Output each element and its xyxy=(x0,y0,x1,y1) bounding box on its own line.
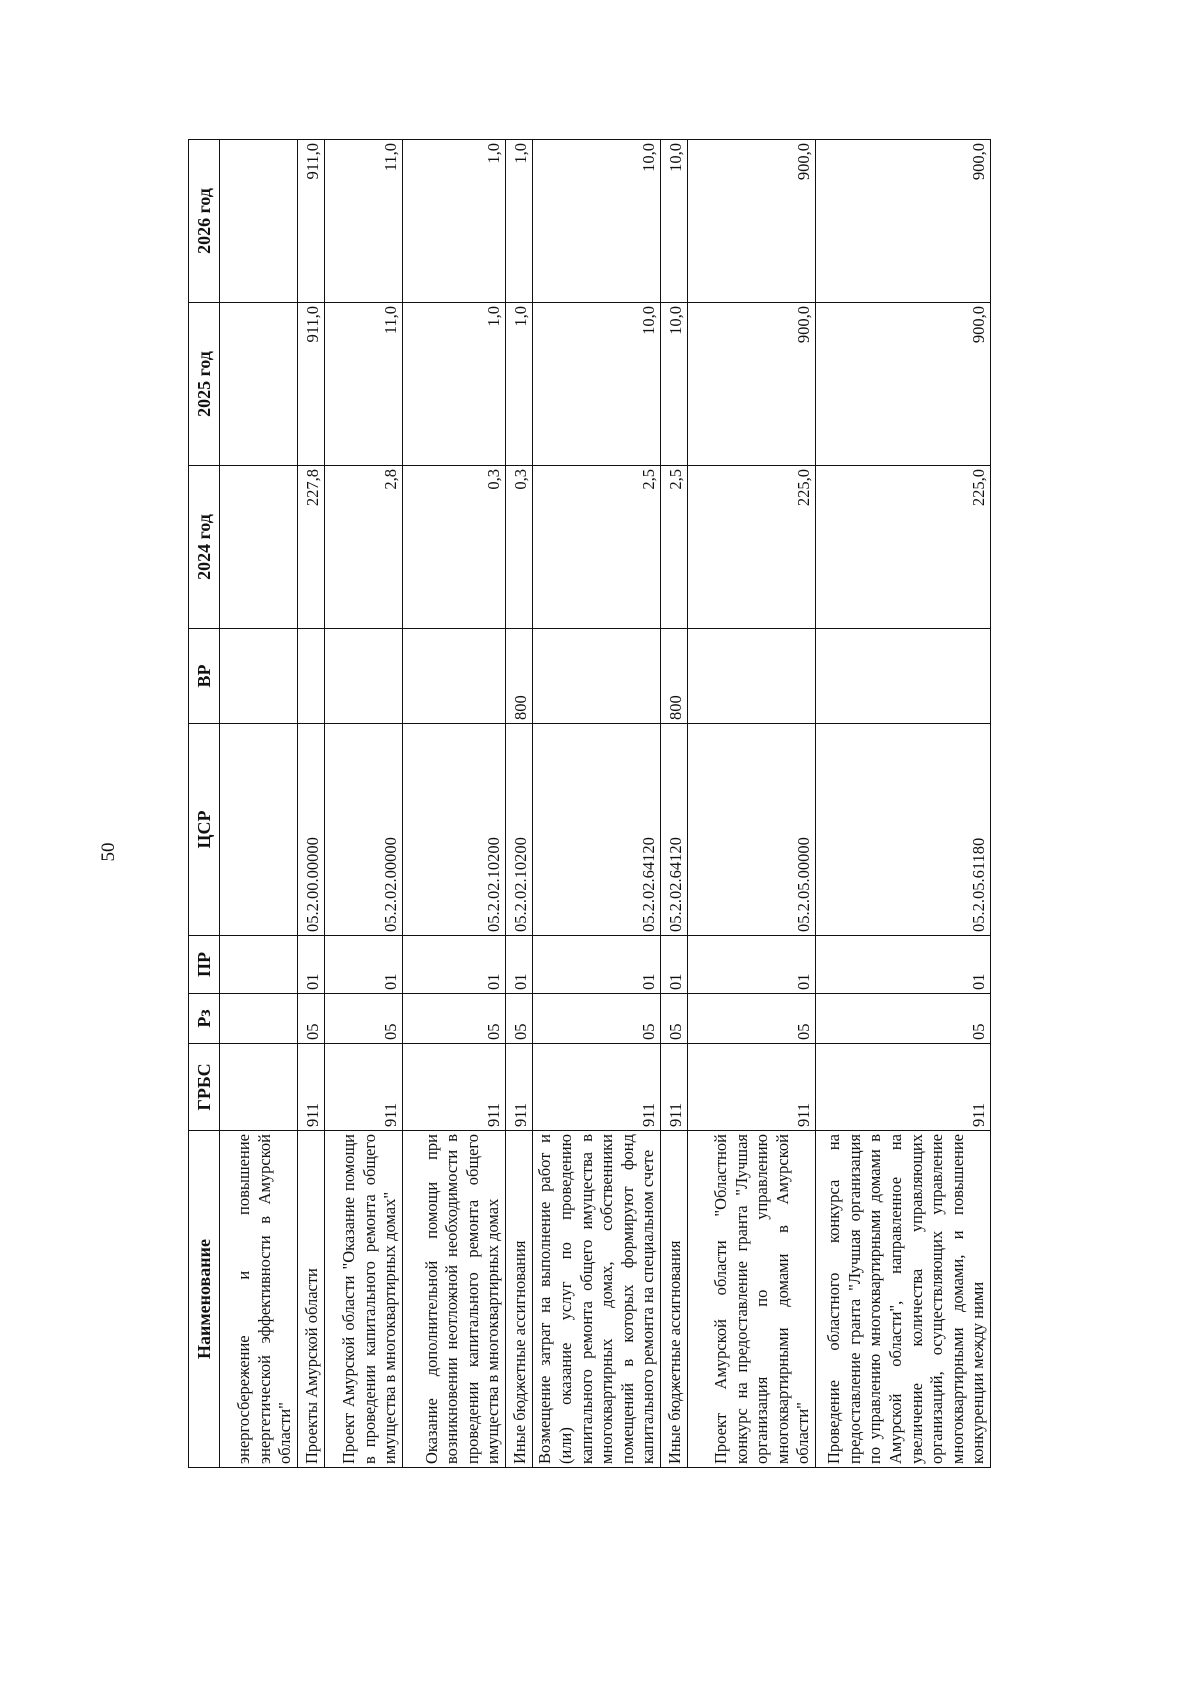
row-2025: 911,0 xyxy=(298,303,325,466)
row-grbs: 911 xyxy=(506,1044,533,1131)
row-pr: 01 xyxy=(533,936,661,994)
row-2026 xyxy=(220,140,298,303)
row-name: Проекты Амурской области xyxy=(298,1131,325,1468)
row-2025: 900,0 xyxy=(688,303,816,466)
row-csr: 05.2.05.61180 xyxy=(816,724,991,936)
row-2025: 10,0 xyxy=(533,303,661,466)
row-vr xyxy=(533,629,661,724)
table-row xyxy=(325,140,403,1468)
table-row xyxy=(506,140,533,1468)
row-name: Возмещение затрат на выполнение работ и (или) оказание услуг по проведению капитального ремонта общего имущества в многоквартирных домах, собственники помещений в которых формируют фонд капитального ремонта на специальном счете xyxy=(533,1131,661,1468)
row-csr: 05.2.02.64120 xyxy=(533,724,661,936)
row-csr xyxy=(220,724,298,936)
table-row xyxy=(661,140,688,1468)
row-pr: 01 xyxy=(298,936,325,994)
row-pr: 01 xyxy=(325,936,403,994)
row-2026: 900,0 xyxy=(816,140,991,303)
row-pr xyxy=(220,936,298,994)
row-rz: 05 xyxy=(325,994,403,1044)
row-csr: 05.2.05.00000 xyxy=(688,724,816,936)
row-csr: 05.2.02.10200 xyxy=(403,724,506,936)
row-csr: 05.2.02.64120 xyxy=(661,724,688,936)
header-name: Наименование xyxy=(189,1131,220,1468)
budget-allocation-table xyxy=(188,139,991,1468)
row-vr xyxy=(220,629,298,724)
row-2025: 1,0 xyxy=(403,303,506,466)
page-number: 50 xyxy=(98,842,119,862)
row-2025 xyxy=(220,303,298,466)
table-row xyxy=(688,140,816,1468)
row-2026: 11,0 xyxy=(325,140,403,303)
row-2024 xyxy=(220,466,298,629)
row-grbs: 911 xyxy=(325,1044,403,1131)
row-2026: 10,0 xyxy=(533,140,661,303)
row-2024: 2,5 xyxy=(661,466,688,629)
row-vr xyxy=(688,629,816,724)
row-2026: 10,0 xyxy=(661,140,688,303)
row-csr: 05.2.02.00000 xyxy=(325,724,403,936)
header-2024: 2024 год xyxy=(189,466,220,629)
row-pr: 01 xyxy=(506,936,533,994)
table-row xyxy=(403,140,506,1468)
row-name: Проведение областного конкурса на предоставление гранта "Лучшая организация по управлению многоквартирными домами в Амурской области", направленное на увеличение количества управляющих организаций, осуществляющих управление многоквартирными домами, и повышение конкуренции между ними xyxy=(816,1131,991,1468)
row-name: Иные бюджетные ассигнования xyxy=(506,1131,533,1468)
row-vr xyxy=(403,629,506,724)
row-2026: 1,0 xyxy=(506,140,533,303)
table-row xyxy=(533,140,661,1468)
row-2024: 2,8 xyxy=(325,466,403,629)
row-vr: 800 xyxy=(506,629,533,724)
row-grbs: 911 xyxy=(688,1044,816,1131)
row-2026: 911,0 xyxy=(298,140,325,303)
table-row xyxy=(220,140,298,1468)
row-rz xyxy=(220,994,298,1044)
header-csr: ЦСР xyxy=(189,724,220,936)
row-vr xyxy=(816,629,991,724)
row-name: Оказание дополнительной помощи при возникновении неотложной необходимости в проведении капитального ремонта общего имущества в многоквартирных домах xyxy=(403,1131,506,1468)
row-2025: 900,0 xyxy=(816,303,991,466)
row-2024: 225,0 xyxy=(816,466,991,629)
row-vr xyxy=(298,629,325,724)
row-2025: 1,0 xyxy=(506,303,533,466)
row-2024: 0,3 xyxy=(403,466,506,629)
row-2026: 1,0 xyxy=(403,140,506,303)
row-grbs: 911 xyxy=(533,1044,661,1131)
row-rz: 05 xyxy=(403,994,506,1044)
row-2024: 227,8 xyxy=(298,466,325,629)
table-rotation-frame xyxy=(188,140,1040,1468)
row-grbs xyxy=(220,1044,298,1131)
row-2025: 11,0 xyxy=(325,303,403,466)
row-pr: 01 xyxy=(816,936,991,994)
row-csr: 05.2.02.10200 xyxy=(506,724,533,936)
row-name: Проект Амурской области "Оказание помощи в проведении капитального ремонта общего имущества в многоквартирных домах" xyxy=(325,1131,403,1468)
header-pr: ПР xyxy=(189,936,220,994)
table-row xyxy=(816,140,991,1468)
row-name: Проект Амурской области "Областной конкурс на предоставление гранта "Лучшая организация по управлению многоквартирными домами в Амурской области" xyxy=(688,1131,816,1468)
table-row xyxy=(298,140,325,1468)
row-rz: 05 xyxy=(506,994,533,1044)
row-grbs: 911 xyxy=(816,1044,991,1131)
row-vr: 800 xyxy=(661,629,688,724)
row-grbs: 911 xyxy=(403,1044,506,1131)
header-2025: 2025 год xyxy=(189,303,220,466)
row-pr: 01 xyxy=(403,936,506,994)
row-pr: 01 xyxy=(688,936,816,994)
row-grbs: 911 xyxy=(298,1044,325,1131)
row-name: Иные бюджетные ассигнования xyxy=(661,1131,688,1468)
row-name: энергосбережение и повышение энергетической эффективности в Амурской области" xyxy=(220,1131,298,1468)
row-2024: 0,3 xyxy=(506,466,533,629)
row-rz: 05 xyxy=(661,994,688,1044)
header-2026: 2026 год xyxy=(189,140,220,303)
table-header-row xyxy=(189,140,220,1468)
header-grbs: ГРБС xyxy=(189,1044,220,1131)
row-csr: 05.2.00.00000 xyxy=(298,724,325,936)
header-rz: Рз xyxy=(189,994,220,1044)
row-grbs: 911 xyxy=(661,1044,688,1131)
row-vr xyxy=(325,629,403,724)
row-rz: 05 xyxy=(298,994,325,1044)
row-2024: 2,5 xyxy=(533,466,661,629)
header-vr: ВР xyxy=(189,629,220,724)
row-2025: 10,0 xyxy=(661,303,688,466)
rotated-table-container xyxy=(188,140,1040,1468)
row-2024: 225,0 xyxy=(688,466,816,629)
row-2026: 900,0 xyxy=(688,140,816,303)
row-rz: 05 xyxy=(688,994,816,1044)
row-pr: 01 xyxy=(661,936,688,994)
row-rz: 05 xyxy=(533,994,661,1044)
row-rz: 05 xyxy=(816,994,991,1044)
